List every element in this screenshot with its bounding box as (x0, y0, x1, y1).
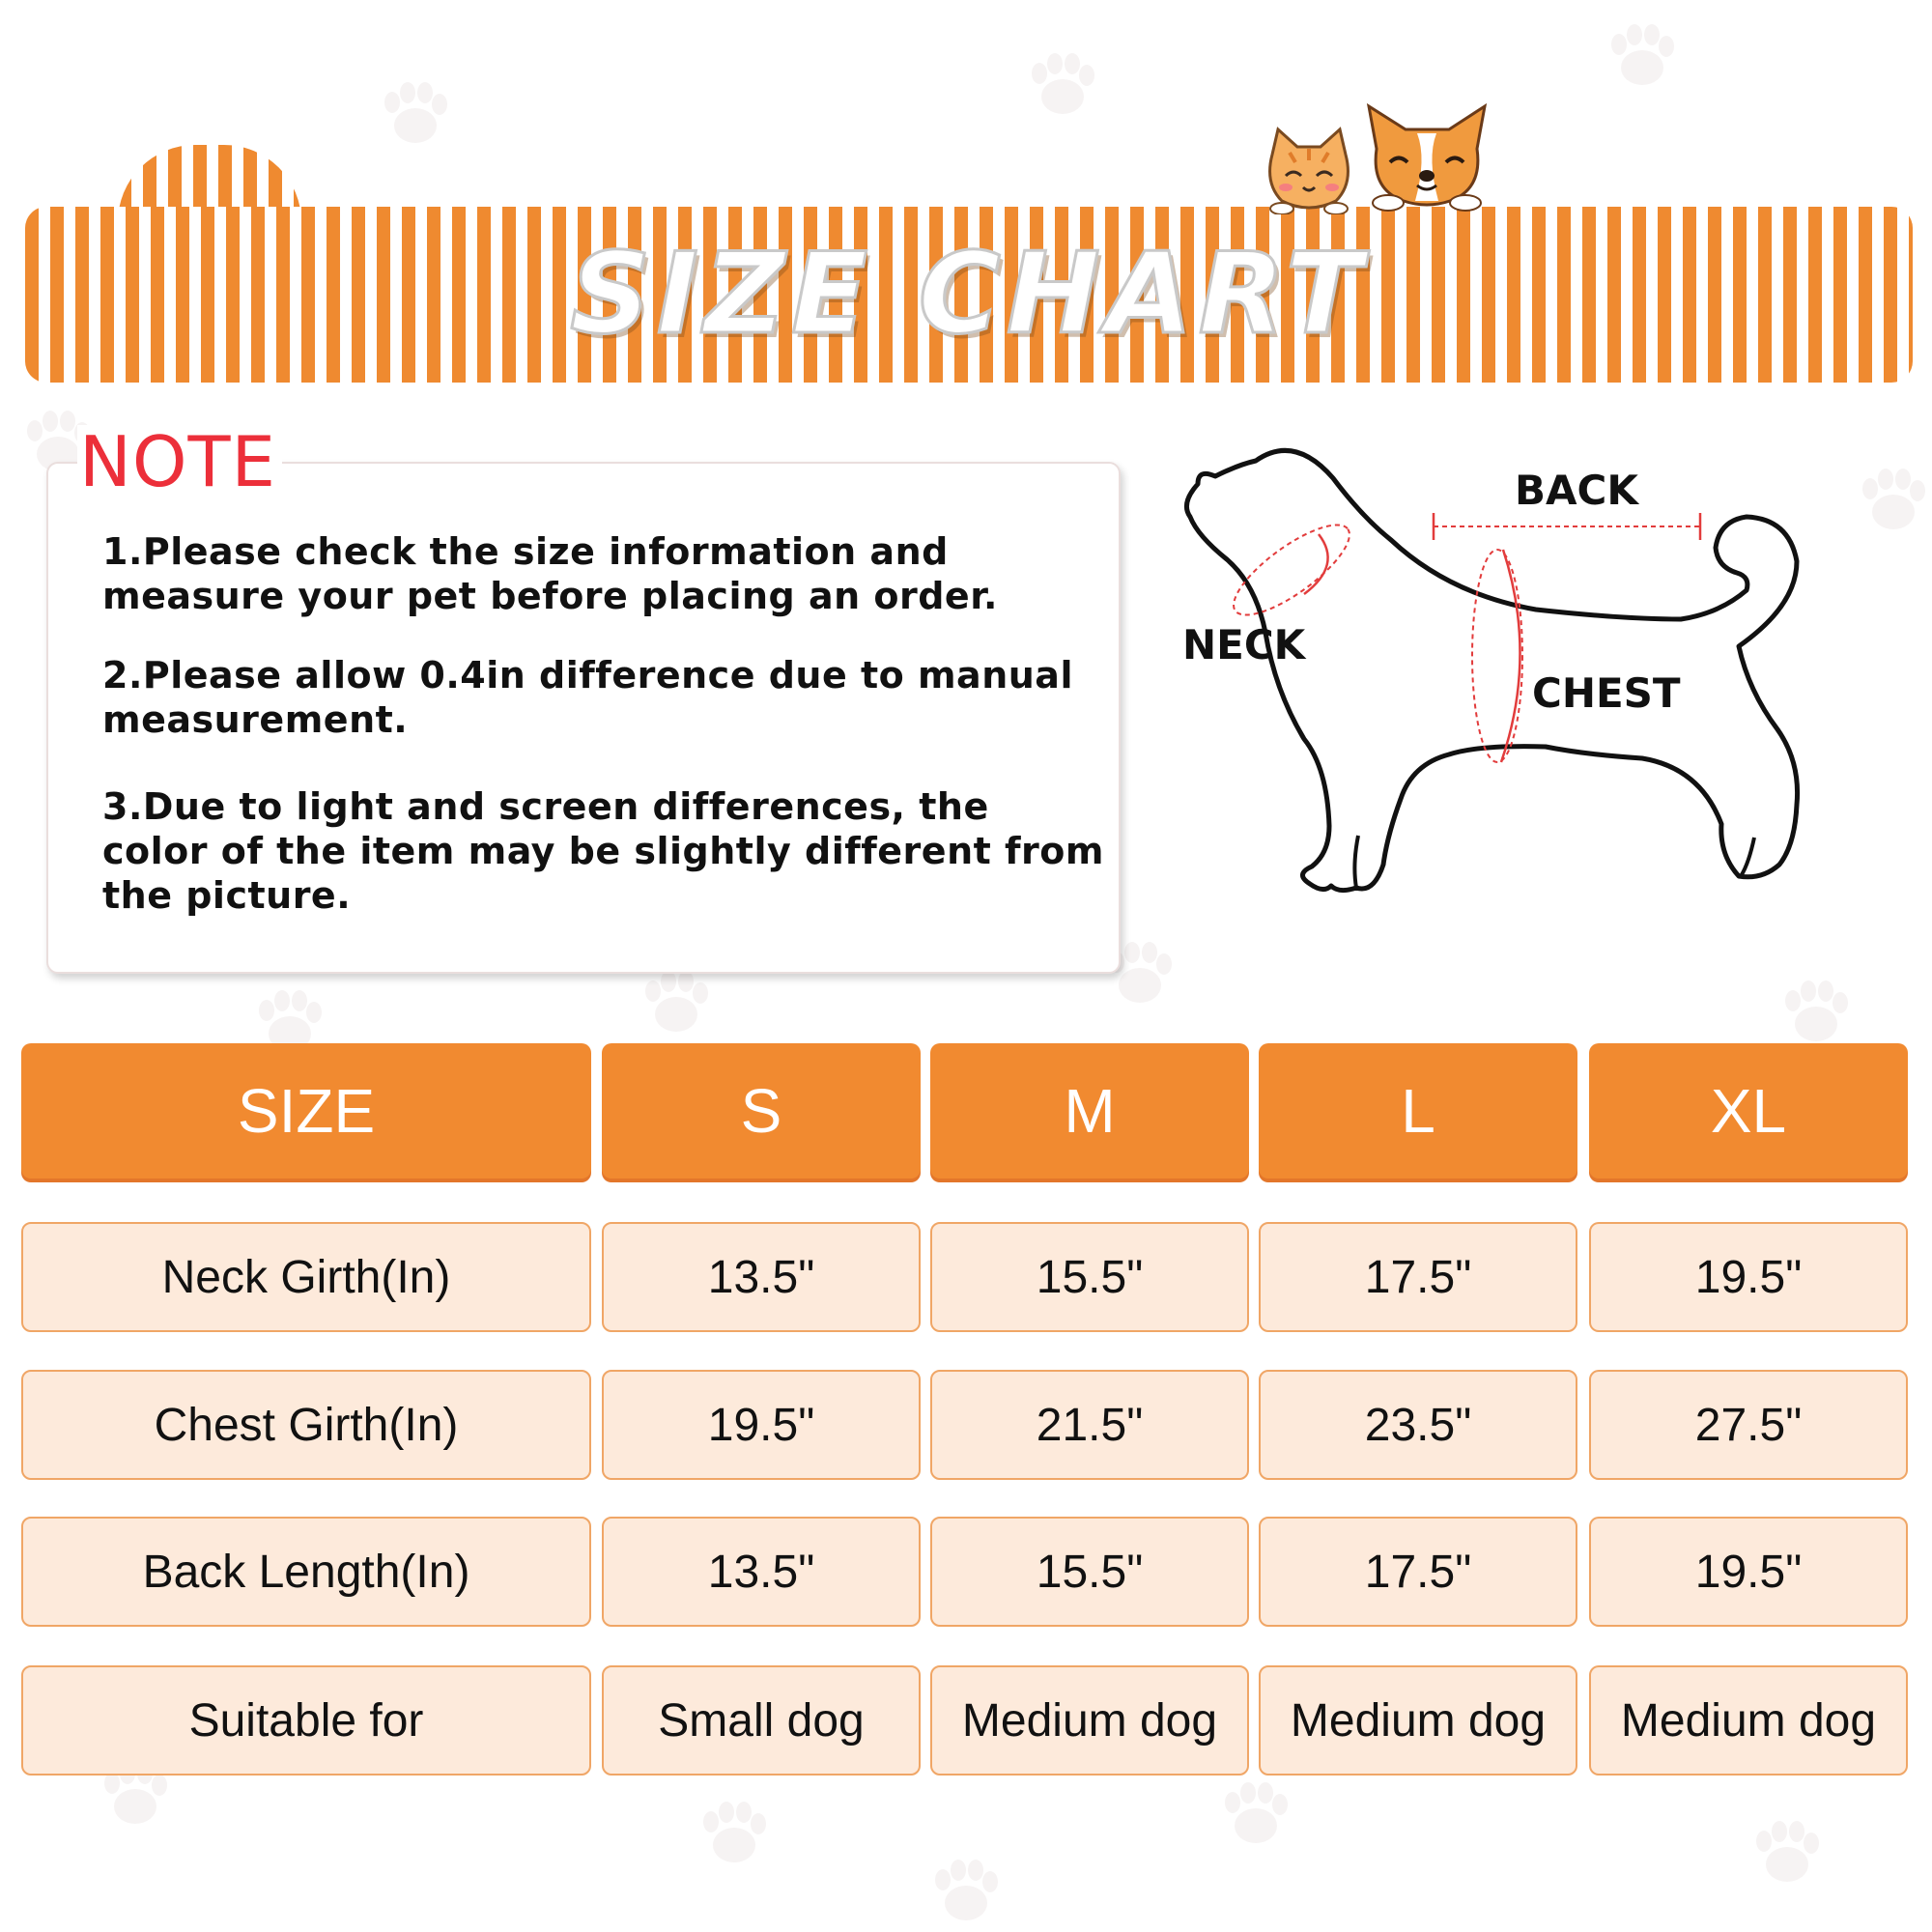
note-card (46, 462, 1121, 974)
size-chart-banner (25, 207, 1913, 383)
back-length-xl: 19.5" (1589, 1517, 1908, 1627)
neck-girth-xl: 19.5" (1589, 1222, 1908, 1332)
back-length-m: 15.5" (930, 1517, 1249, 1627)
header-s: S (602, 1043, 921, 1179)
back-label: BACK (1515, 467, 1638, 514)
neck-girth-l: 17.5" (1259, 1222, 1577, 1332)
chest-girth-m: 21.5" (930, 1370, 1249, 1480)
suitable-for-xl: Medium dog (1589, 1665, 1908, 1776)
suitable-for-m: Medium dog (930, 1665, 1249, 1776)
neck-girth-m: 15.5" (930, 1222, 1249, 1332)
dog-measurement-diagram (1159, 440, 1835, 971)
neck-girth-s: 13.5" (602, 1222, 921, 1332)
banner-title: SIZE CHART (570, 229, 1368, 359)
back-length-s: 13.5" (602, 1517, 921, 1627)
note-item-1: 1.Please check the size information and measure your pet before placing an order. (102, 530, 998, 617)
note-item-2: 2.Please allow 0.4in difference due to manual measurement. (102, 654, 1073, 741)
dog-outline-icon (1159, 440, 1835, 971)
header-l: L (1259, 1043, 1577, 1179)
suitable-for-s: Small dog (602, 1665, 921, 1776)
header-size: SIZE (21, 1043, 591, 1179)
header-xl: XL (1589, 1043, 1908, 1179)
back-length-l: 17.5" (1259, 1517, 1577, 1627)
header-m: M (930, 1043, 1249, 1179)
row-label-neck-girth: Neck Girth(In) (21, 1222, 591, 1332)
row-label-chest-girth: Chest Girth(In) (21, 1370, 591, 1480)
neck-label: NECK (1182, 621, 1306, 668)
chest-girth-s: 19.5" (602, 1370, 921, 1480)
row-label-suitable-for: Suitable for (21, 1665, 591, 1776)
suitable-for-l: Medium dog (1259, 1665, 1577, 1776)
note-item-3: 3.Due to light and screen differences, the color of the item may be slightly different from the picture. (102, 785, 1104, 917)
chest-label: CHEST (1532, 669, 1681, 717)
chest-girth-xl: 27.5" (1589, 1370, 1908, 1480)
row-label-back-length: Back Length(In) (21, 1517, 591, 1627)
note-title: NOTE (77, 425, 282, 498)
cat-mascot-icon (1261, 126, 1357, 214)
corgi-mascot-icon (1357, 100, 1497, 213)
chest-girth-l: 23.5" (1259, 1370, 1577, 1480)
